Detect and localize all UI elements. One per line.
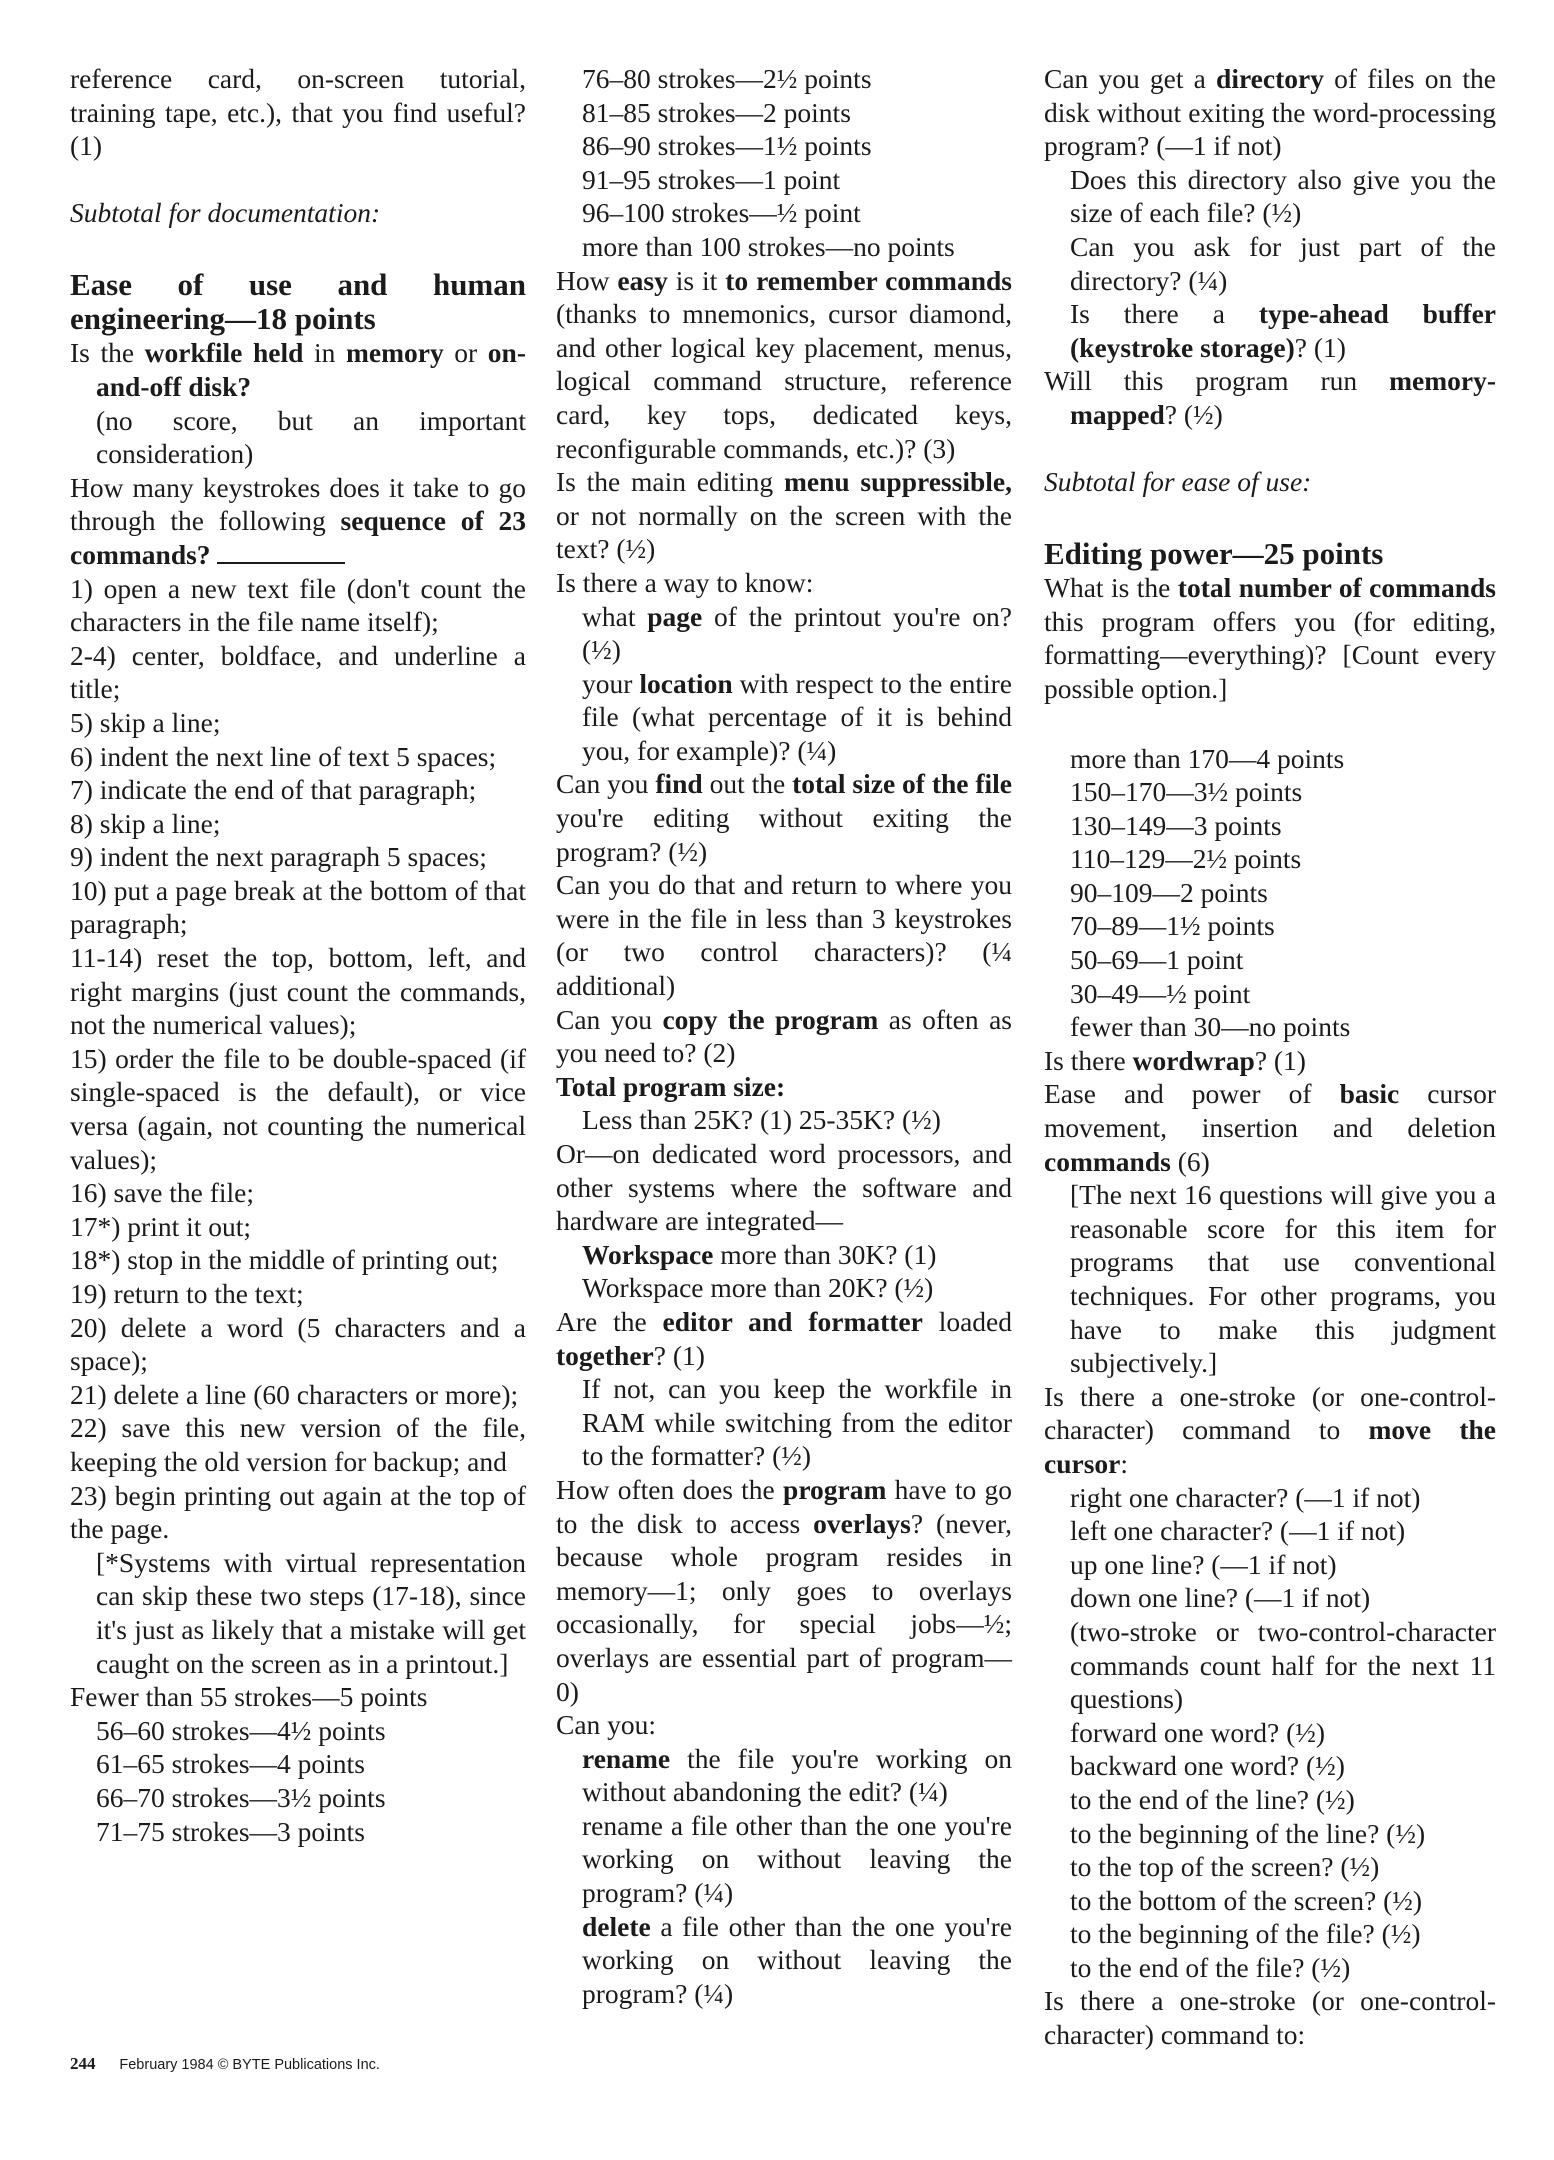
list-item: up one line? (—1 if not) <box>1070 1548 1337 1580</box>
question-total-commands: What is the total number of commands this program offers you (for editing, formatting—everything)? [Count every possible option.] <box>1044 572 1496 704</box>
list-item: 15) order the file to be double-spaced (if single-spaced is the default), or vice versa (again, not counting the numerical values); <box>70 1042 526 1175</box>
page-footer <box>70 2054 380 2075</box>
question-directory-part: Can you ask for just part of the directory? (¼) <box>1070 230 1496 296</box>
paragraph: reference card, on-screen tutorial, training tape, etc.), that you find useful? (1) <box>70 63 526 162</box>
score-line: 66–70 strokes—3½ points <box>96 1781 386 1813</box>
workspace-20k: Workspace more than 20K? (½) <box>582 1272 934 1304</box>
column-1 <box>70 62 526 1848</box>
list-item: 8) skip a line; <box>70 807 221 839</box>
section-heading-editing-power: Editing power—25 points <box>1044 536 1384 572</box>
list-item: left one character? (—1 if not) <box>1070 1515 1406 1547</box>
list-item: 2-4) center, boldface, and underline a title; <box>70 639 526 705</box>
question-delete: delete a file other than the one you're working on without leaving the program? (¼) <box>582 1910 1012 2009</box>
list-item: 19) return to the text; <box>70 1278 304 1309</box>
list-item: 11-14) reset the top, bottom, left, and right margins (just count the commands, not the numerical values); <box>70 942 526 1041</box>
list-item: 10) put a page break at the bottom of that paragraph; <box>70 874 526 940</box>
list-item: 1) open a new text file (don't count the characters in the file name itself); <box>70 572 526 638</box>
can-you: Can you: <box>556 1709 657 1741</box>
list-item: down one line? (—1 if not) <box>1070 1582 1371 1614</box>
column-2 <box>556 62 1012 2010</box>
list-item: 16) save the file; <box>70 1177 255 1209</box>
score-line: 56–60 strokes—4½ points <box>96 1714 386 1746</box>
score-line: 70–89—1½ points <box>1070 910 1275 942</box>
list-item: 22) save this new version of the file, keeping the old version for backup; and <box>70 1412 526 1477</box>
question-directory: Can you get a directory of files on the disk without exiting the word-processing program? (—1 if not) <box>1044 63 1496 162</box>
question-memory-mapped: Will this program run memory-mapped? (½) <box>1044 365 1496 430</box>
question-editor-formatter: Are the editor and formatter loaded together? (1) <box>556 1305 1012 1371</box>
question-page: what page of the printout you're on? (½) <box>582 600 1013 666</box>
question-file-size: Can you find out the total size of the file you're editing without exiting the program? (½) <box>556 768 1012 867</box>
question-overlays: How often does the program have to go to the disk to access overlays? (never, because whole program resides in memory—1; only goes to overlays occasionally, for special jobs—½; overlays are essential part of program—0) <box>556 1473 1012 1707</box>
score-line: 71–75 strokes—3 points <box>96 1815 365 1847</box>
list-item: 20) delete a word (5 characters and a space); <box>70 1311 526 1377</box>
question-one-stroke: Is there a one-stroke (or one-control-character) command to: <box>1044 1985 1496 2051</box>
list-item: 21) delete a line (60 characters or more); <box>70 1378 519 1410</box>
list-item: 23) begin printing out again at the top of the page. <box>70 1479 526 1545</box>
score-line: 76–80 strokes—2½ points <box>582 63 872 94</box>
section-heading-ease-of-use: Ease of use and human engineering—18 points <box>70 267 526 337</box>
question-basic-cursor: Ease and power of basic cursor movement, insertion and deletion commands (6) <box>1044 1078 1496 1177</box>
score-line: 50–69—1 point <box>1070 944 1244 976</box>
question-copy: Can you copy the program as often as you need to? (2) <box>556 1003 1012 1069</box>
total-program-size: Total program size: <box>556 1070 786 1102</box>
command-sequence-list <box>70 572 526 1546</box>
score-line: 150–170—3½ points <box>1070 776 1303 808</box>
note-next-16: [The next 16 questions will give you a reasonable score for this item for programs that use conventional techniques. For other programs, you have to make this judgment subjectively.] <box>1070 1179 1496 1379</box>
list-item: to the top of the screen? (½) <box>1070 1851 1380 1883</box>
workspace-30k: Workspace more than 30K? (1) <box>582 1238 937 1270</box>
question-easy-remember: How easy is it to remember commands (thanks to mnemonics, cursor diamond, and other logical key placement, menus, logical command structure, reference card, key tops, dedicated keys, reconfigurable commands, etc.)? (3) <box>556 264 1012 464</box>
note-virtual-representation: [*Systems with virtual representation can skip these two steps (17-18), since it's just as likely that a mistake will get caught on the screen as in a printout.] <box>96 1546 526 1679</box>
list-item: 17*) print it out; <box>70 1210 252 1242</box>
publication-info: February 1984 © BYTE Publications Inc. <box>119 2057 380 2073</box>
question-know: Is there a way to know: <box>556 566 814 598</box>
score-line: Fewer than 55 strokes—5 points <box>70 1681 428 1713</box>
question-dedicated: Or—on dedicated word processors, and other systems where the software and hardware are integrated— <box>556 1138 1012 1237</box>
question-keystrokes: How many keystrokes does it take to go through the following sequence of 23 commands? <box>70 471 526 570</box>
list-item: to the bottom of the screen? (½) <box>1070 1884 1423 1916</box>
list-item: 6) indent the next line of text 5 spaces; <box>70 740 497 772</box>
subtotal-documentation: Subtotal for documentation: <box>70 196 381 228</box>
question-ram: If not, can you keep the workfile in RAM while switching from the editor to the formatter? (½) <box>582 1373 1012 1472</box>
score-line: 90–109—2 points <box>1070 876 1268 908</box>
list-item: backward one word? (½) <box>1070 1750 1345 1782</box>
score-line: more than 100 strokes—no points <box>582 230 955 262</box>
question-rename: rename the file you're working on without abandoning the edit? (¼) <box>582 1742 1012 1808</box>
score-line: fewer than 30—no points <box>1070 1011 1351 1043</box>
question-wordwrap: Is there wordwrap? (1) <box>1044 1044 1306 1076</box>
score-line: 86–90 strokes—1½ points <box>582 130 872 162</box>
list-item: to the beginning of the file? (½) <box>1070 1918 1421 1950</box>
question-location: your location with respect to the entire file (what percentage of it is behind you, for example)? (¼) <box>582 667 1012 766</box>
question-directory-size: Does this directory also give you the size of each file? (½) <box>1070 163 1496 229</box>
score-line: 81–85 strokes—2 points <box>582 96 851 128</box>
answer-blank <box>217 562 345 564</box>
question-return: Can you do that and return to where you were in the file in less than 3 keystrokes (or two control characters)? (¼ additional) <box>556 869 1012 1002</box>
list-item: 7) indicate the end of that paragraph; <box>70 774 477 806</box>
score-line: 130–149—3 points <box>1070 809 1282 841</box>
size-score: Less than 25K? (1) 25-35K? (½) <box>582 1104 941 1136</box>
score-line: more than 170—4 points <box>1070 742 1345 774</box>
list-item: right one character? (—1 if not) <box>1070 1481 1421 1513</box>
question-workfile: Is the workfile held in memory or on-and-off disk? <box>70 337 526 402</box>
list-item: forward one word? (½) <box>1070 1716 1326 1748</box>
list-item: 18*) stop in the middle of printing out; <box>70 1244 499 1276</box>
page-number: 244 <box>70 2054 96 2073</box>
score-line: 61–65 strokes—4 points <box>96 1748 365 1780</box>
list-item: to the end of the file? (½) <box>1070 1951 1351 1983</box>
subtotal-ease-of-use: Subtotal for ease of use: <box>1044 465 1312 497</box>
note-no-score: (no score, but an important consideration) <box>96 404 526 470</box>
question-buffer: Is there a type-ahead buffer (keystroke storage)? (1) <box>1070 298 1496 363</box>
column-3 <box>1044 62 1496 2052</box>
question-rename-other: rename a file other than the one you're working on without leaving the program? (¼) <box>582 1809 1012 1909</box>
score-line: 110–129—2½ points <box>1070 843 1302 875</box>
note-two-stroke: (two-stroke or two-control-character commands count half for the next 11 questions) <box>1070 1615 1496 1715</box>
score-line: 96–100 strokes—½ point <box>582 197 861 229</box>
score-line: 91–95 strokes—1 point <box>582 163 841 195</box>
question-move-cursor: Is there a one-stroke (or one-control-character) command to move the cursor: <box>1044 1380 1496 1479</box>
list-item: 9) indent the next paragraph 5 spaces; <box>70 841 487 873</box>
list-item: to the end of the line? (½) <box>1070 1783 1355 1815</box>
list-item: 5) skip a line; <box>70 706 221 738</box>
score-line: 30–49—½ point <box>1070 977 1251 1009</box>
list-item: to the beginning of the line? (½) <box>1070 1817 1426 1849</box>
question-menu: Is the main editing menu suppressible, or not normally on the screen with the text? (½) <box>556 466 1012 565</box>
